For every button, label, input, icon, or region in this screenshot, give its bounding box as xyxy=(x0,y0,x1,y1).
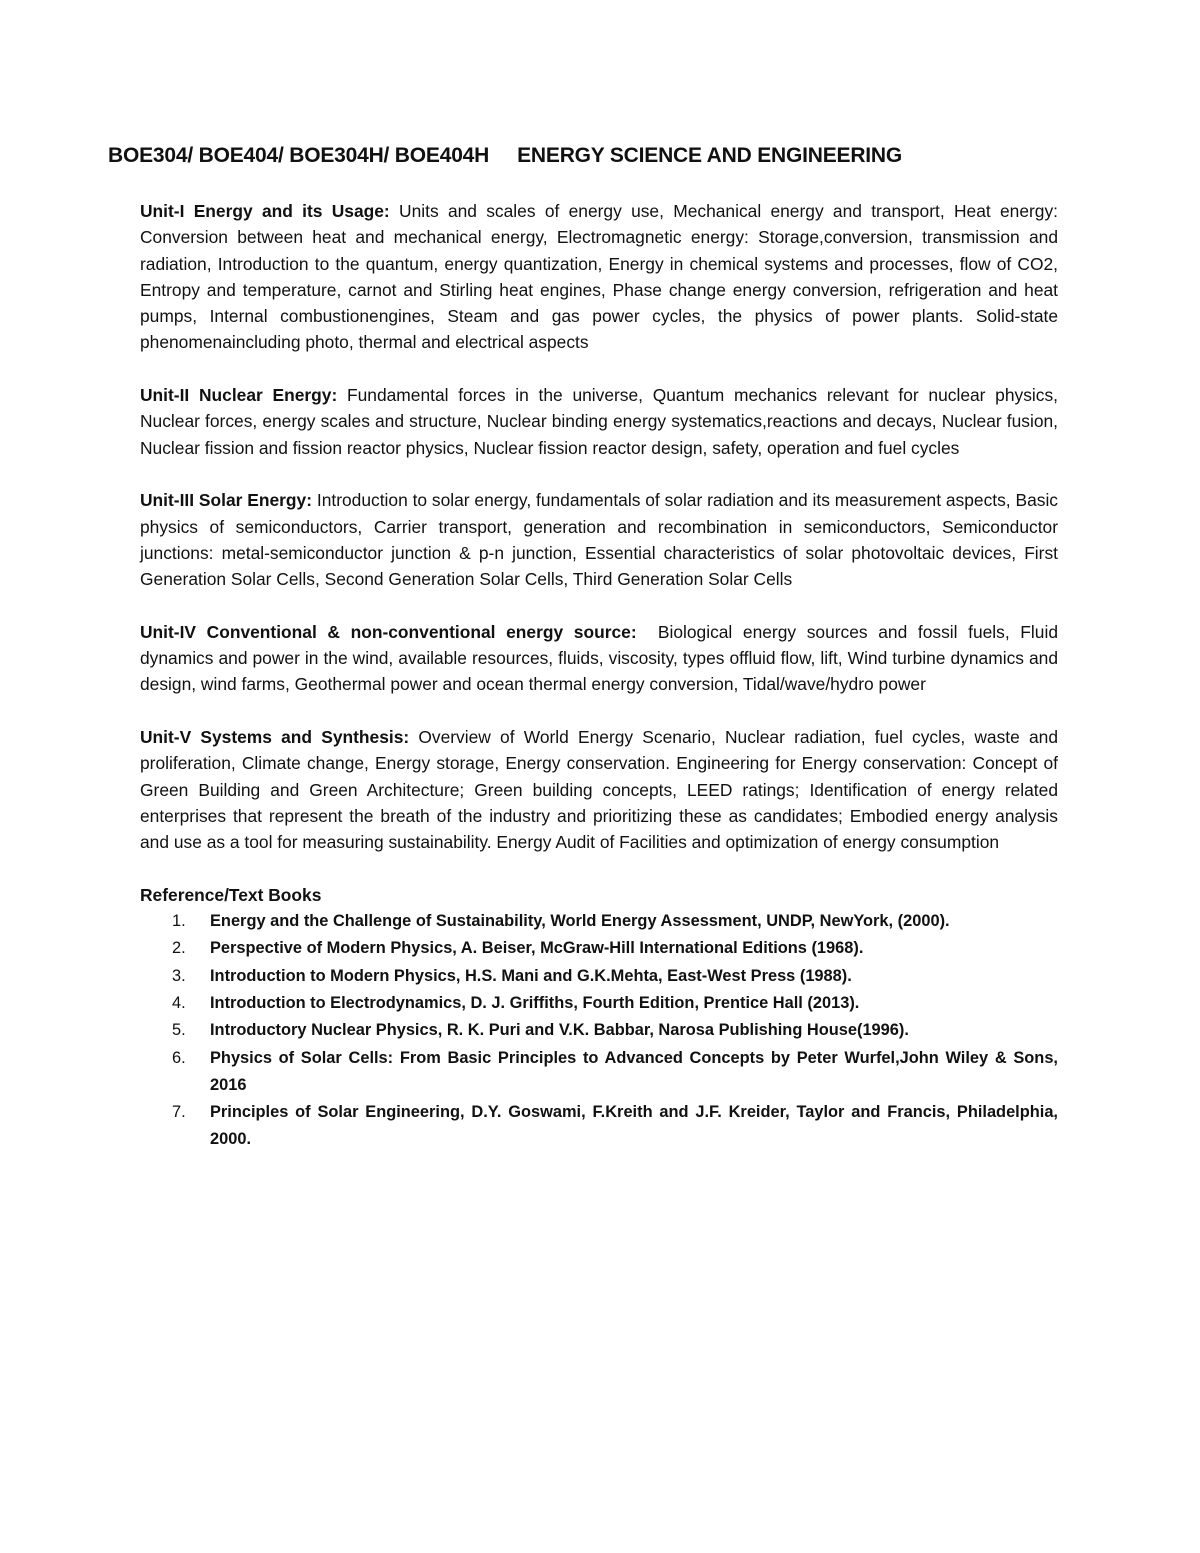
reference-item xyxy=(140,1045,1058,1100)
reference-text: Introduction to Modern Physics, H.S. Mani and G.K.Mehta, East-West Press (1988). xyxy=(210,966,852,985)
reference-item xyxy=(140,935,1058,962)
unit-heading: Unit-I Energy and its Usage: xyxy=(140,201,390,221)
reference-number: 3. xyxy=(172,966,186,985)
reference-number: 6. xyxy=(172,1048,186,1067)
unit-5 xyxy=(140,724,1058,855)
unit-4 xyxy=(140,619,1058,698)
reference-item xyxy=(140,963,1058,990)
reference-item xyxy=(140,990,1058,1017)
unit-heading: Unit-IV Conventional & non-conventional energy source: xyxy=(140,621,637,642)
reference-text: Introduction to Electrodynamics, D. J. Griffiths, Fourth Edition, Prentice Hall (2013). xyxy=(210,993,860,1012)
reference-number: 7. xyxy=(172,1103,186,1122)
course-subject: ENERGY SCIENCE AND ENGINEERING xyxy=(517,144,903,167)
reference-number: 5. xyxy=(172,1021,186,1040)
reference-item xyxy=(140,1099,1058,1154)
reference-text: Principles of Solar Engineering, D.Y. Goswami, F.Kreith and J.F. Kreider, Taylor and Francis, Philadelphia, 2000. xyxy=(210,1103,1058,1149)
reference-item xyxy=(140,1017,1058,1044)
references-list xyxy=(140,908,1058,1154)
unit-body: Introduction to solar energy, fundamentals of solar radiation and its measurement aspects, Basic physics of semiconductors, Carrier transport, generation and recombination in semiconductors, Semiconductor junctions: metal-semiconductor junction & p-n junction, Essential characteristics of solar photovoltaic devices, First Generation Solar Cells, Second Generation Solar Cells, Third Generation Solar Cells xyxy=(140,490,1059,590)
unit-3 xyxy=(140,487,1058,592)
reference-item xyxy=(140,908,1058,935)
unit-body: Overview of World Energy Scenario, Nuclear radiation, fuel cycles, waste and proliferation, Climate change, Energy storage, Energy conservation. Engineering for Energy conservation: Concept of Green Building and Green Architecture; Green building concepts, LEED ratings; Identification of energy related enterprises that represent the breath of the industry and prioritizing these as candidates; Embodied energy analysis and use as a tool for measuring sustainability. Energy Audit of Facilities and optimization of energy consumption xyxy=(140,726,1058,853)
unit-body: Fundamental forces in the universe, Quantum mechanics relevant for nuclear physics, Nuclear forces, energy scales and structure, Nuclear binding energy systematics,reactions and decays, Nuclear fusion, Nuclear fission and fission reactor physics, Nuclear fission reactor design, safety, operation and fuel cycles xyxy=(140,385,1059,458)
references-heading: Reference/Text Books xyxy=(140,884,322,905)
reference-text: Energy and the Challenge of Sustainability, World Energy Assessment, UNDP, NewYork, (2000). xyxy=(210,912,950,931)
reference-number: 2. xyxy=(172,939,186,958)
reference-number: 4. xyxy=(172,993,186,1012)
reference-text: Physics of Solar Cells: From Basic Principles to Advanced Concepts by Peter Wurfel,John Wiley & Sons, 2016 xyxy=(210,1048,1058,1094)
reference-text: Introductory Nuclear Physics, R. K. Puri and V.K. Babbar, Narosa Publishing House(1996). xyxy=(210,1021,909,1040)
page-title xyxy=(108,144,1108,168)
unit-heading: Unit-V Systems and Synthesis: xyxy=(140,726,410,747)
reference-text: Perspective of Modern Physics, A. Beiser, McGraw-Hill International Editions (1968). xyxy=(210,939,864,958)
unit-heading: Unit-III Solar Energy: xyxy=(140,490,313,511)
course-codes: BOE304/ BOE404/ BOE304H/ BOE404H xyxy=(108,144,490,167)
unit-body: Units and scales of energy use, Mechanical energy and transport, Heat energy: Conversion between heat and mechanical energy, Electromagnetic energy: Storage,conversion, transmission and radiation, Introduction to the quantum, energy quantization, Energy in chemical systems and processes, flow of CO2, Entropy and temperature, carnot and Stirling heat engines, Phase change energy conversion, refrigeration and heat pumps, Internal combustionengines, Steam and gas power cycles, the physics of power plants. Solid-state phenomenaincluding photo, thermal and electrical aspects xyxy=(140,201,1058,353)
unit-2 xyxy=(140,382,1058,461)
syllabus-content xyxy=(140,198,1058,1154)
unit-heading: Unit-II Nuclear Energy: xyxy=(140,385,338,406)
unit-1 xyxy=(140,198,1058,356)
reference-number: 1. xyxy=(172,912,186,931)
unit-body: Biological energy sources and fossil fuels, Fluid dynamics and power in the wind, available resources, fluids, viscosity, types offluid flow, lift, Wind turbine dynamics and design, wind farms, Geothermal power and ocean thermal energy conversion, Tidal/wave/hydro power xyxy=(140,621,1058,695)
